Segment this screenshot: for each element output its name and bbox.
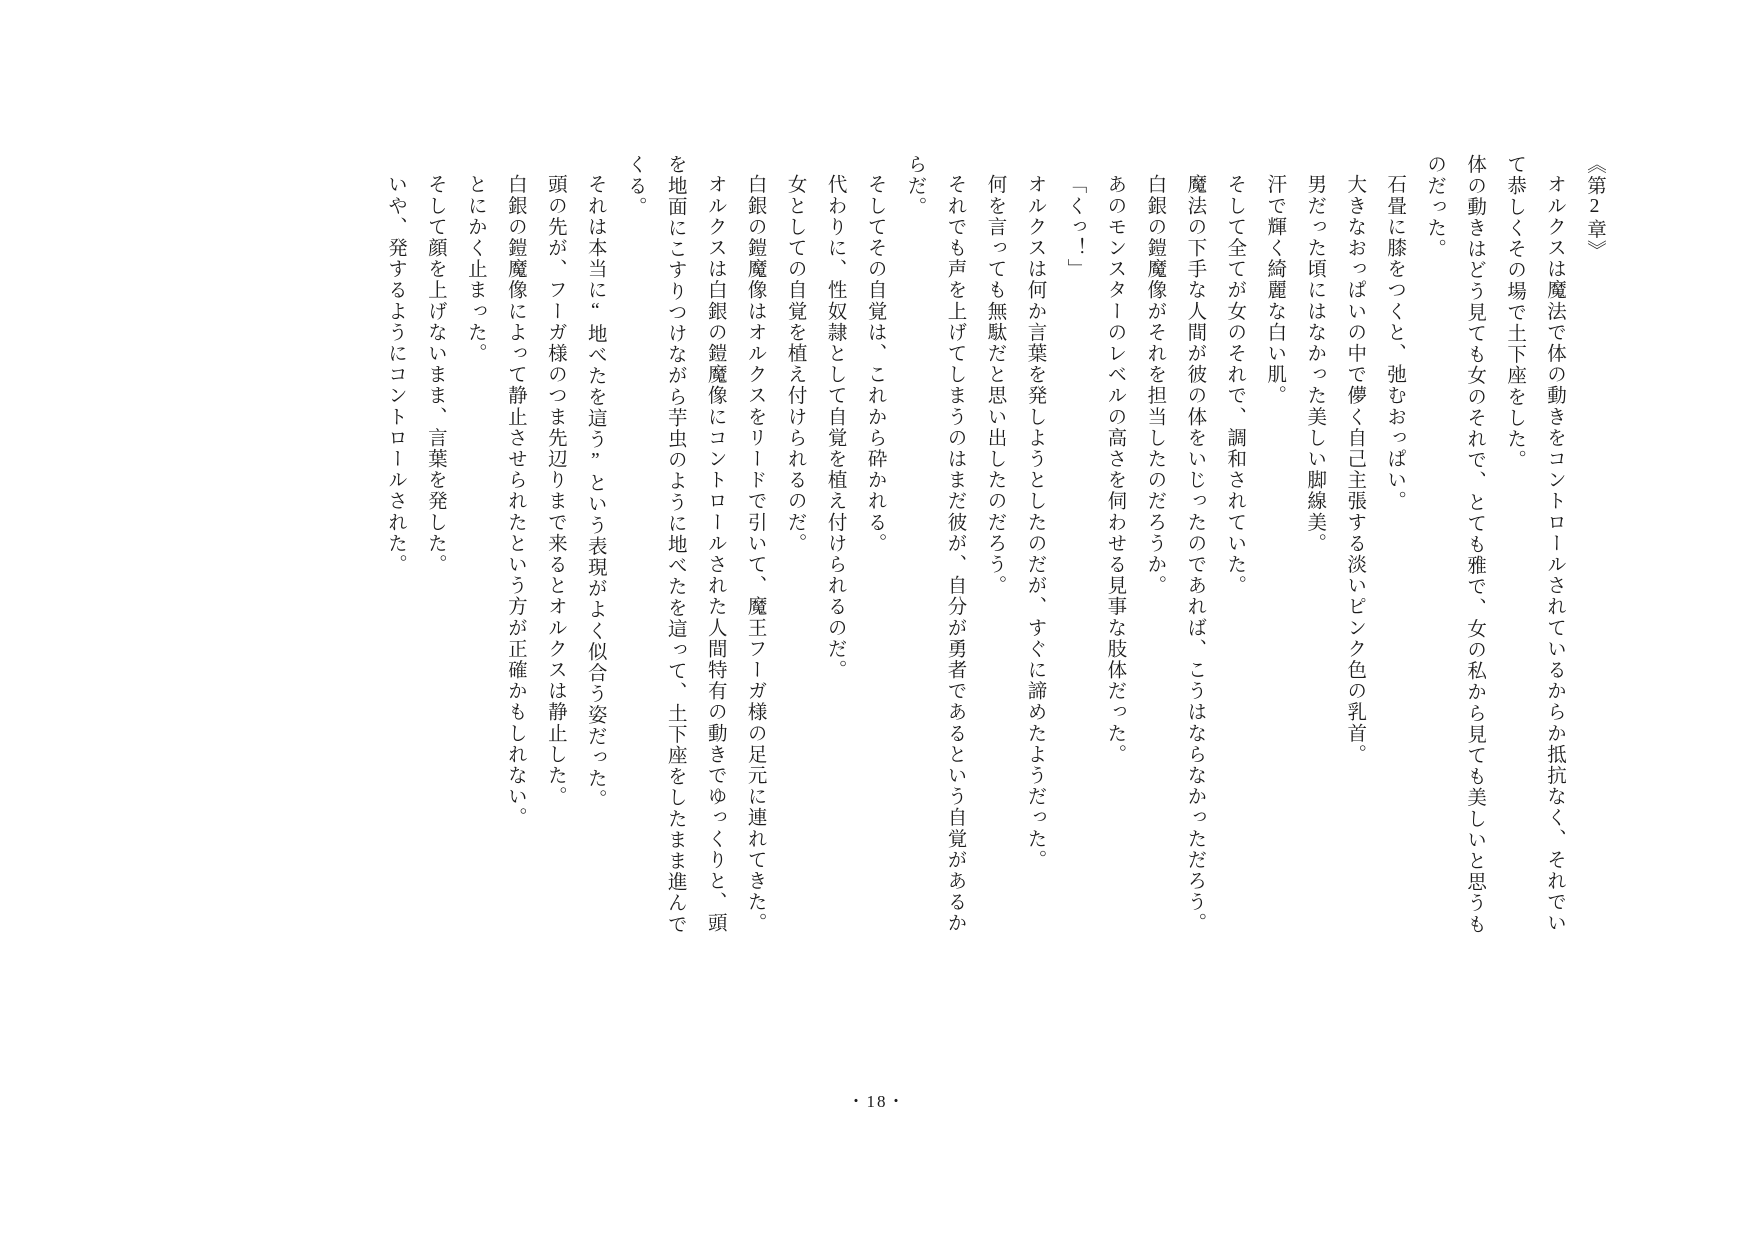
paragraph: それは本当に“地べたを這う”という表現がよく似合う姿だった。 (584, 173, 606, 810)
paragraph: それでも声を上げてしまうのはまだ彼が、自分が勇者であるという自覚があるからだ。 (904, 154, 966, 934)
paragraph: 白銀の鎧魔像によって静止させられたという方が正確かもしれない。 (504, 173, 526, 828)
paragraph: あのモンスターのレベルの高さを伺わせる見事な肢体だった。 (1104, 173, 1126, 765)
paragraph: 白銀の鎧魔像がそれを担当したのだろうか。 (1144, 173, 1166, 596)
chapter-heading: 《第2章》 (1584, 154, 1605, 261)
paragraph: そして全てが女のそれで、調和されていた。 (1224, 173, 1246, 596)
paragraph: そして顔を上げないまま、言葉を発した。 (424, 173, 446, 575)
paragraph: 石畳に膝をつくと、弛むおっぱい。 (1384, 173, 1406, 512)
paragraph: 白銀の鎧魔像はオルクスをリードで引いて、魔王フーガ様の足元に連れてきた。 (744, 173, 766, 934)
paragraph: いや、発するようにコントロールされた。 (384, 173, 406, 575)
paragraph: 何を言っても無駄だと思い出したのだろう。 (984, 173, 1006, 596)
vertical-text-body (324, 150, 1614, 950)
page-number: ・18・ (847, 1092, 907, 1111)
paragraph: オルクスは白銀の鎧魔像にコントロールされた人間特有の動きでゆっくりと、頭を地面にこすりつけながら芋虫のように地べたを這って、土下座をしたまま進んでくる。 (624, 154, 726, 935)
paragraph: 汗で輝く綺麗な白い肌。 (1264, 173, 1286, 406)
paragraph: 女としての自覚を植え付けられるのだ。 (784, 173, 806, 554)
paragraph: 男だった頃にはなかった美しい脚線美。 (1304, 173, 1326, 554)
paragraph: 体の動きはどう見ても女のそれで、とても雅で、女の私から見ても美しいと思うものだった。 (1424, 154, 1486, 935)
paragraph: 「くっ！」 (1064, 173, 1086, 279)
paragraph: オルクスは何か言葉を発しようとしたのだが、すぐに諦めたようだった。 (1024, 173, 1046, 870)
paragraph: とにかく止まった。 (464, 173, 486, 364)
paragraph: 頭の先が、フーガ様のつま先辺りまで来るとオルクスは静止した。 (544, 173, 566, 807)
paragraph: 大きなおっぱいの中で儚く自己主張する淡いピンク色の乳首。 (1344, 173, 1366, 765)
paragraph: オルクスは魔法で体の動きをコントロールされているからか抵抗なく、それでいて恭しくその場で土下座をした。 (1504, 154, 1566, 934)
paragraph: 魔法の下手な人間が彼の体をいじったのであれば、こうはならなかっただろう。 (1184, 173, 1206, 934)
paragraph: そしてその自覚は、これから砕かれる。 (864, 173, 886, 554)
paragraph: 代わりに、性奴隷として自覚を植え付けられるのだ。 (824, 173, 846, 680)
